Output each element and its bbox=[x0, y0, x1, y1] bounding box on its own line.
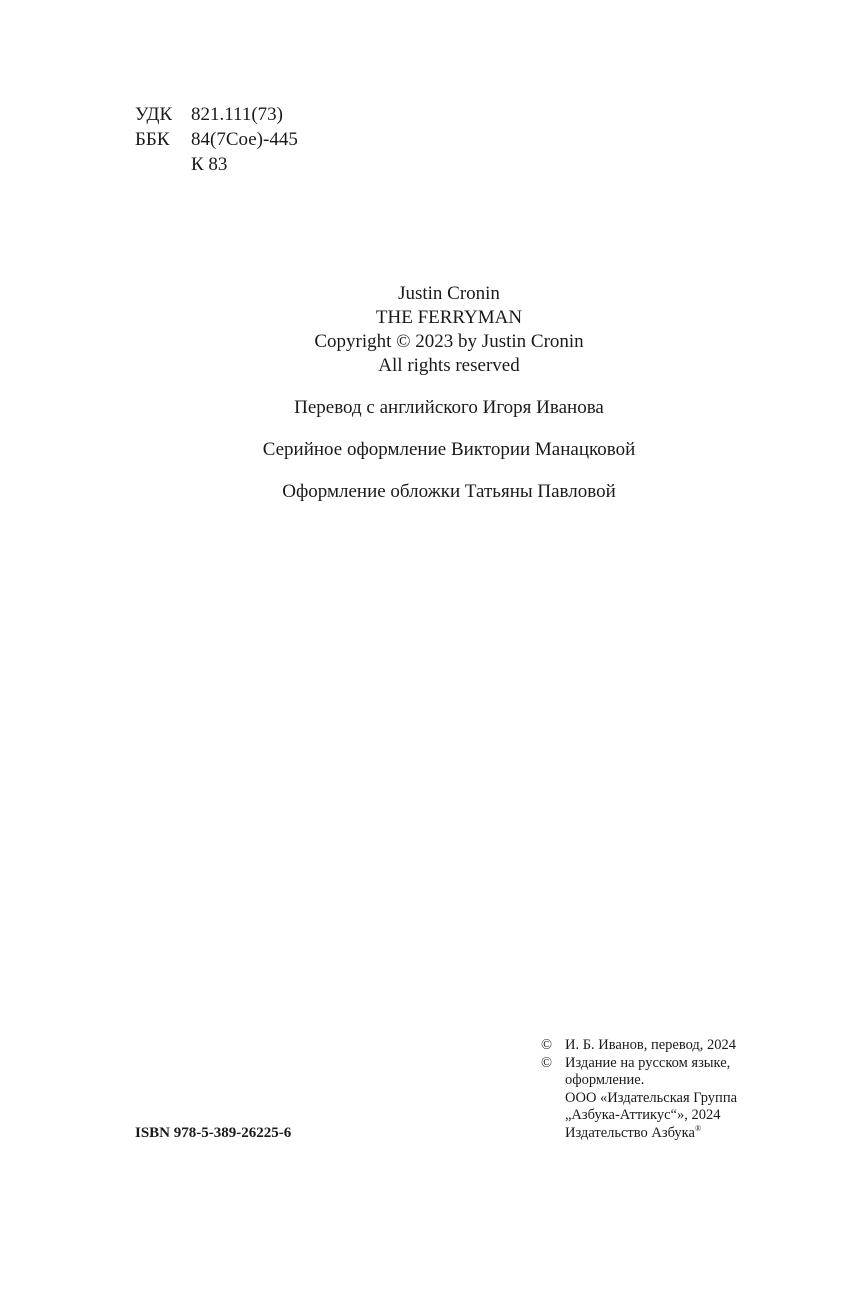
publisher-line bbox=[565, 1125, 737, 1143]
udk-row bbox=[135, 102, 298, 127]
notice-line: „Азбука-Аттикус“», 2024 bbox=[565, 1107, 721, 1123]
original-author: Justin Cronin bbox=[398, 283, 500, 304]
isbn: ISBN 978-5-389-26225-6 bbox=[135, 1125, 292, 1141]
classification-block bbox=[135, 102, 298, 177]
original-edition-block bbox=[0, 282, 856, 378]
copyright-symbol: © bbox=[541, 1037, 553, 1053]
original-rights: All rights reserved bbox=[378, 355, 520, 376]
translation-notice bbox=[541, 1037, 737, 1055]
udk-value: 821.111(73) bbox=[191, 104, 283, 125]
notice-line: оформление. bbox=[565, 1072, 645, 1088]
author-mark: К 83 bbox=[191, 154, 228, 175]
udk-label: УДК bbox=[135, 104, 173, 125]
translation-credit: Перевод с английского Игоря Иванова bbox=[294, 397, 604, 418]
series-design-credit: Серийное оформление Виктории Манацковой bbox=[262, 439, 636, 460]
original-title: THE FERRYMAN bbox=[375, 307, 523, 328]
bbk-label: ББК bbox=[135, 129, 170, 150]
copyright-symbol: © bbox=[541, 1054, 553, 1071]
registered-mark: ® bbox=[694, 1123, 702, 1133]
credits-block bbox=[0, 282, 856, 504]
copyright-notices bbox=[541, 1037, 737, 1142]
notice-line: Издание на русском языке, bbox=[565, 1054, 731, 1071]
notice-line: И. Б. Иванов, перевод, 2024 bbox=[565, 1037, 737, 1053]
original-copyright: Copyright © 2023 by Justin Cronin bbox=[314, 331, 584, 352]
cover-design-credit: Оформление обложки Татьяны Павловой bbox=[282, 481, 616, 502]
bbk-row bbox=[135, 127, 298, 152]
author-mark-row bbox=[135, 152, 298, 177]
publisher-name: Издательство Азбука bbox=[565, 1124, 695, 1141]
edition-notice bbox=[541, 1055, 737, 1143]
bbk-value: 84(7Сое)-445 bbox=[191, 129, 298, 150]
notice-line: ООО «Издательская Группа bbox=[565, 1089, 738, 1106]
